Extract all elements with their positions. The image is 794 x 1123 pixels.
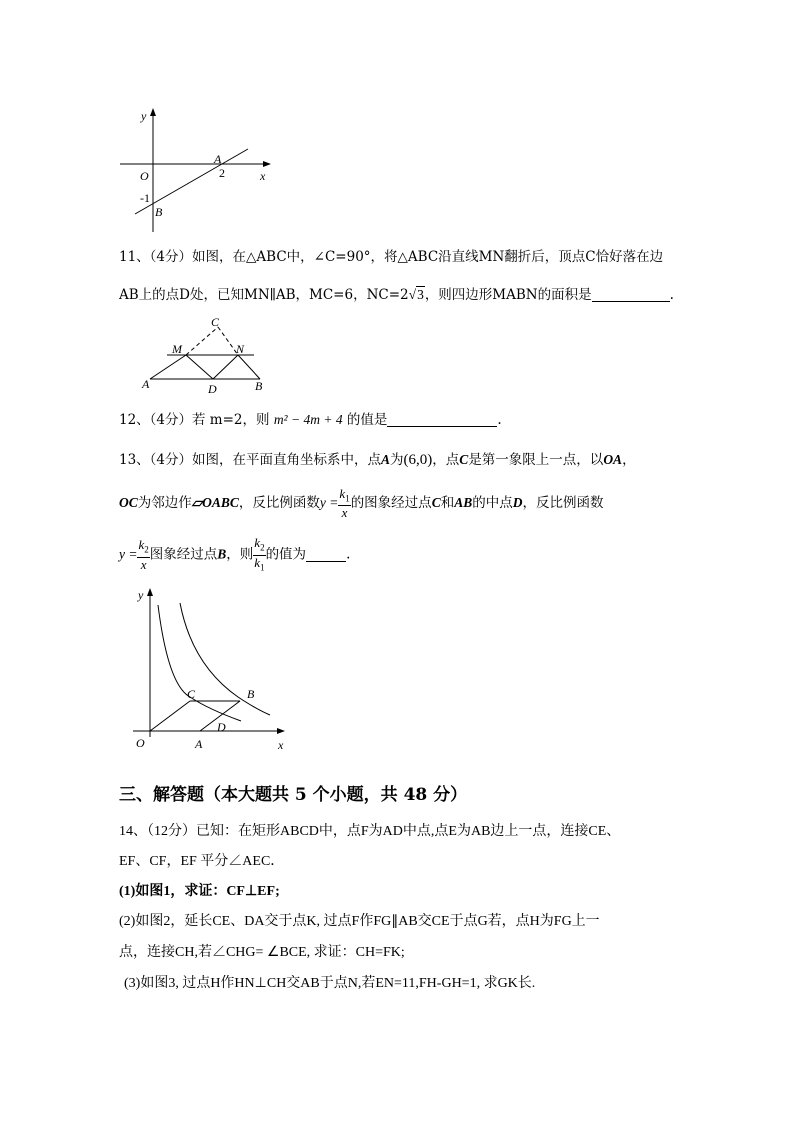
fig13-label-x: x bbox=[278, 738, 284, 752]
q13-l2-OABC: ▱OABC bbox=[191, 495, 239, 510]
fig11-label-a: A bbox=[142, 377, 150, 391]
q13-answer-blank[interactable] bbox=[306, 547, 346, 562]
fig13-label-c: C bbox=[187, 687, 196, 701]
q13-l2-b: ，反比例函数 bbox=[238, 495, 320, 511]
fig10-label-2: 2 bbox=[219, 166, 225, 180]
q14-line2: EF、CF，EF 平分∠AEC． bbox=[119, 854, 285, 869]
q13-l1-C: C bbox=[459, 452, 469, 467]
q12-line bbox=[119, 410, 502, 430]
fig10-label-neg1: -1 bbox=[140, 191, 150, 205]
q13-l1-OA: OA bbox=[603, 452, 623, 467]
fig13-label-a: A bbox=[195, 737, 203, 751]
fig10-label-a: A bbox=[214, 152, 222, 166]
fig13-label-b: B bbox=[247, 687, 255, 701]
fig10-label-o: O bbox=[140, 169, 149, 183]
q13-l3-a: 图象经过点 bbox=[149, 546, 218, 563]
q12-prefix: 12、（4分）若 m=2，则 bbox=[119, 412, 270, 428]
section-3-heading: 三、解答题（本大题共 5 个小题，共 48 分） bbox=[119, 785, 468, 805]
q13-l1-d: 是第一象限上一点，以 bbox=[468, 452, 604, 468]
q13-l2-e: 的中点 bbox=[472, 495, 513, 511]
q13-l2-fraction bbox=[338, 487, 350, 521]
sqrt-symbol: √3 bbox=[408, 287, 424, 302]
q13-l2-AB: AB bbox=[454, 495, 473, 510]
fig10-label-x: x bbox=[260, 169, 266, 183]
q13-l3-ratio-k-den: k bbox=[254, 554, 261, 570]
q13-l3-k2sub: 2 bbox=[144, 544, 149, 555]
q13-l1-e: ， bbox=[622, 452, 636, 468]
q13-l3-k2: k bbox=[138, 537, 145, 553]
q13-l1-A: A bbox=[381, 452, 391, 467]
q12-end: . bbox=[497, 412, 502, 428]
fig10-label-b: B bbox=[155, 205, 163, 219]
fig11-label-m: M bbox=[172, 342, 182, 356]
fig11-label-d: D bbox=[208, 382, 217, 396]
q13-l3-ratio-k-num: k bbox=[254, 535, 261, 550]
q13-l3-y: y = bbox=[119, 546, 138, 562]
q13-l2-OC: OC bbox=[119, 495, 138, 510]
q13-l2-a: 为邻边作 bbox=[137, 495, 192, 511]
q11-line1 bbox=[119, 247, 663, 267]
q13-end: . bbox=[346, 546, 351, 563]
q12-answer-blank[interactable] bbox=[387, 412, 497, 427]
q14-line1: 14、（12分）已知：在矩形ABCD中，点F为AD中点,点E为AB边上一点，连接CE、 bbox=[119, 824, 621, 839]
q13-l2-y: y = bbox=[319, 495, 339, 510]
q13-l1-c: ，点 bbox=[432, 452, 460, 468]
q13-l1-a: 13、（4分）如图，在平面直角坐标系中，点 bbox=[119, 452, 382, 468]
q13-l3-c: 的值为 bbox=[265, 546, 307, 563]
q13-line3 bbox=[119, 536, 350, 574]
q13-l3-ratio-sub2: 2 bbox=[260, 542, 265, 553]
q13-l2-d: 和 bbox=[440, 495, 455, 511]
q13-l3-fraction bbox=[137, 538, 149, 572]
q14-line3: (1)如图1，求证：CF⊥EF; bbox=[119, 884, 280, 899]
fig13-label-o: O bbox=[136, 736, 145, 750]
figure-q10 bbox=[115, 104, 280, 234]
figure-q13 bbox=[128, 585, 293, 755]
q14-line4: (2)如图2，延长CE、DA交于点K, 过点F作FG∥AB交CE于点G若，点H为FG上一 bbox=[119, 914, 600, 929]
fig10-label-y: y bbox=[141, 109, 147, 123]
q13-l2-C: C bbox=[431, 495, 441, 510]
q11-text-line2a: AB上的点D处，已知MN∥AB，MC=6，NC=2 bbox=[119, 287, 409, 303]
q13-l3-ratio bbox=[253, 536, 265, 574]
q13-line1 bbox=[119, 450, 636, 470]
q11-end: . bbox=[669, 287, 674, 303]
q13-l3-x: x bbox=[140, 556, 147, 572]
q11-line2 bbox=[119, 285, 674, 305]
q14-line6: (3)如图3, 过点H作HN⊥CH交AB于点N,若EN=11,FH-GH=1, 求GK长. bbox=[124, 976, 536, 991]
fig13-label-y: y bbox=[138, 588, 144, 602]
q11-text-line2b: ，则四边形MABN的面积是 bbox=[424, 287, 592, 303]
q12-suffix: 的值是 bbox=[346, 412, 388, 428]
q13-l2-D: D bbox=[512, 495, 523, 510]
q13-l1-b: 为 bbox=[390, 452, 404, 468]
q13-l1-coord: (6,0) bbox=[403, 452, 433, 468]
q13-l2-k1sub: 1 bbox=[345, 493, 350, 504]
figure-q11 bbox=[138, 312, 278, 397]
fig11-label-n: N bbox=[236, 342, 245, 356]
q13-l2-x: x bbox=[341, 505, 348, 521]
q13-l2-c: 的图象经过点 bbox=[350, 495, 432, 511]
q13-l3-B: B bbox=[217, 546, 227, 562]
q13-l3-b: ，则 bbox=[226, 546, 254, 563]
q13-l2-k1: k bbox=[339, 485, 346, 501]
q14-line5: 点，连接CH,若∠CHG= ∠BCE, 求证：CH=FK; bbox=[119, 945, 405, 960]
q11-text-line1: 11、（4分）如图，在△ABC中，∠C=90°，将△ABC沿直线MN翻折后，顶点C恰好落在边 bbox=[119, 249, 664, 265]
q13-l2-f: ，反比例函数 bbox=[522, 495, 604, 511]
fig11-label-b: B bbox=[255, 379, 263, 393]
q13-l3-ratio-sub1: 1 bbox=[260, 562, 265, 573]
sqrt-radicand: 3 bbox=[417, 287, 424, 302]
q12-expression: m² − 4m + 4 bbox=[273, 412, 343, 427]
q11-answer-blank[interactable] bbox=[592, 287, 670, 302]
fig13-label-d: D bbox=[217, 720, 226, 734]
fig11-label-c: C bbox=[211, 315, 220, 329]
q13-line2 bbox=[119, 485, 603, 521]
